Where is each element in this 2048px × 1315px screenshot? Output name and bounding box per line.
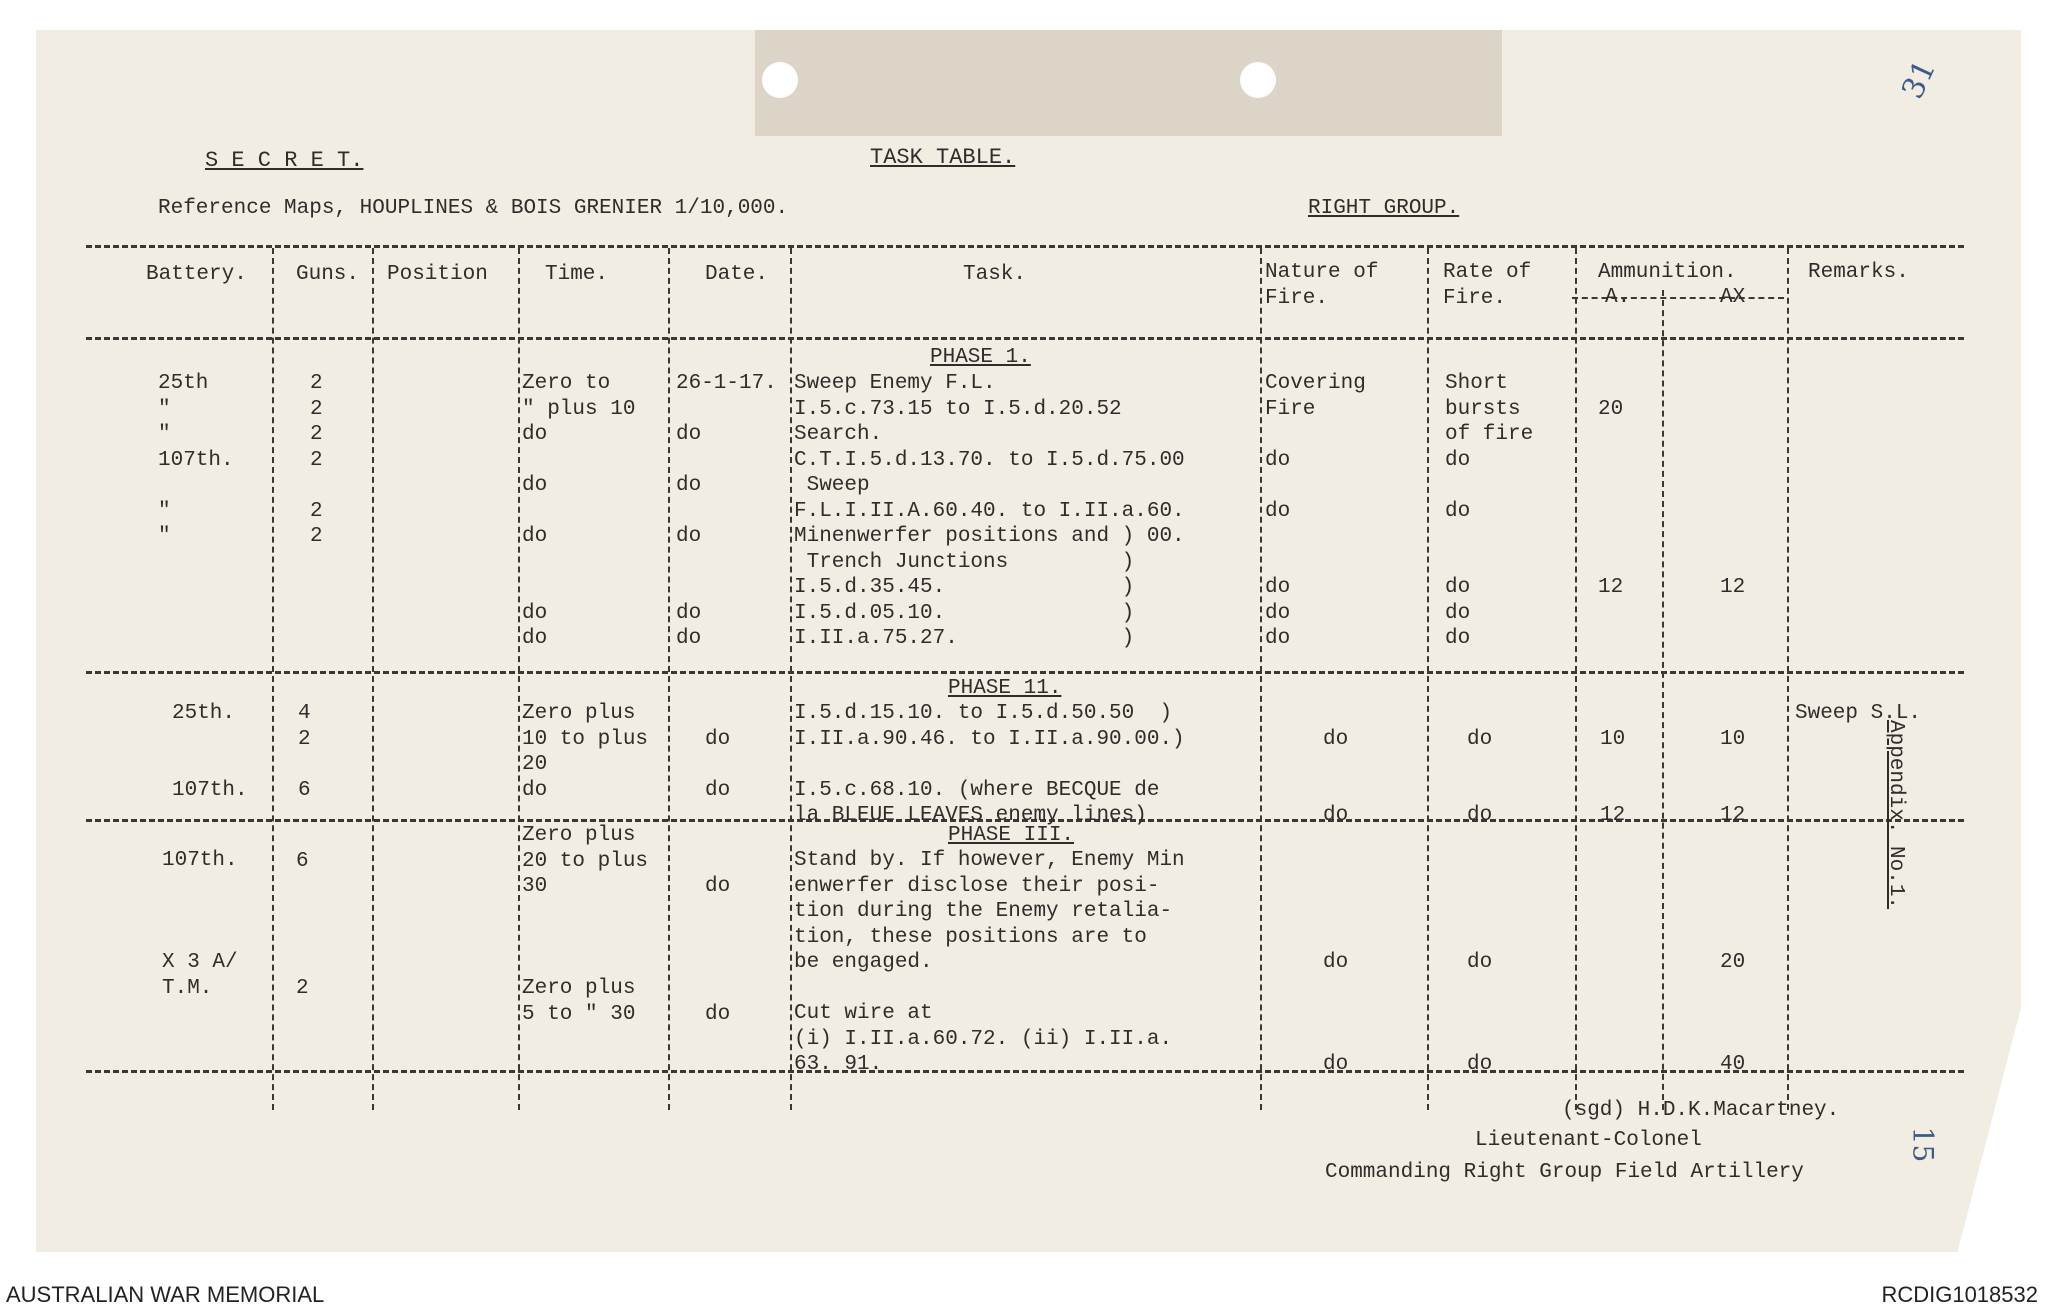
col-ammo-a: A. <box>1605 286 1631 309</box>
rate-cell: do do <box>1467 727 1493 827</box>
ammo-ax-cell: 10 12 <box>1720 727 1746 827</box>
phase-heading: PHASE 1. <box>930 346 1031 369</box>
nature-cell: do do <box>1323 951 1349 1076</box>
task-cell: Stand by. If however, Enemy Min enwerfer disclose their posi- tion during the Enemy retalia- tion, these positions are to be engaged. Cut wire at (i) I.II.a.60.72. (ii) I.II.a. 63. 91. <box>794 849 1185 1076</box>
phase-rule <box>86 671 1964 674</box>
ammo-ax-cell: 12 <box>1720 576 1746 599</box>
time-cell: Zero plus 10 to plus 20 do <box>522 702 649 802</box>
column-rule <box>1427 248 1429 1110</box>
date-cell: 26-1-17. do do do do do <box>676 372 777 650</box>
signature-name: (sgd) H.D.K.Macartney. <box>1562 1099 1840 1122</box>
ammo-a-cell: 10 12 <box>1600 727 1626 827</box>
col-rate: Rate of Fire. <box>1443 261 1532 310</box>
page-number: 31 <box>1895 54 1944 105</box>
col-remarks: Remarks. <box>1808 261 1909 284</box>
phase-heading: PHASE 11. <box>948 677 1062 700</box>
appendix-label: Appendix. No.1. <box>1884 720 1907 910</box>
guns-cell: 4 2 6 <box>298 702 311 802</box>
time-cell: Zero to " plus 10 do do do do do <box>522 372 636 650</box>
battery-cell: 25th " " 107th. " " <box>158 372 234 548</box>
paper-tab <box>755 30 1502 136</box>
punch-hole <box>1240 62 1276 98</box>
remarks-cell: Sweep S.L. <box>1795 702 1922 725</box>
guns-cell: 2 2 2 2 2 2 <box>310 372 323 548</box>
time-cell: Zero plus 20 to plus 30 Zero plus 5 to " 30 <box>522 824 649 1026</box>
nature-cell: do do <box>1323 727 1349 827</box>
group-name: RIGHT GROUP. <box>1308 197 1460 220</box>
battery-cell: 107th. X 3 A/ T.M. <box>162 849 238 1000</box>
secret-label: S E C R E T. <box>205 148 364 173</box>
task-cell: Sweep Enemy F.L. I.5.c.73.15 to I.5.d.20.52 Search. C.T.I.5.d.13.70. to I.5.d.75.00 Sweep F.L.I.II.A.60.40. to I.II.a.60. Minenwerfer positions and ) 00. Trench Junctions ) I.5.d.35.45. ) I.5.d.05.10. ) I.II.a.75.27. ) <box>794 372 1185 650</box>
ammo-ax-cell: 20 40 <box>1720 951 1746 1076</box>
col-ammo-ax: AX <box>1720 286 1746 309</box>
ammo-sub-rule <box>1572 297 1784 299</box>
column-rule <box>790 248 792 1110</box>
column-rule <box>1575 248 1577 1110</box>
col-time: Time. <box>545 263 609 286</box>
footer-source: AUSTRALIAN WAR MEMORIAL <box>6 1282 325 1307</box>
rate-cell: Short bursts of fire do do do do do <box>1445 372 1534 650</box>
date-cell: do do <box>705 727 731 802</box>
column-rule <box>1260 248 1262 1110</box>
ammo-a-cell: 20 12 <box>1598 397 1624 599</box>
header-rule <box>86 337 1964 340</box>
punch-hole <box>762 62 798 98</box>
column-rule <box>372 248 374 1110</box>
footer-id: RCDIG1018532 <box>1881 1282 2038 1307</box>
column-rule <box>518 248 520 1110</box>
col-date: Date. <box>705 263 769 286</box>
rate-cell: do do <box>1467 951 1493 1076</box>
column-rule <box>1787 248 1789 1110</box>
reference-maps: Reference Maps, HOUPLINES & BOIS GRENIER 1/10,000. <box>158 197 789 220</box>
guns-cell: 6 2 <box>296 849 309 1000</box>
side-page-number: 15 <box>1906 1126 1940 1163</box>
document-title: TASK TABLE. <box>870 145 1016 170</box>
col-task: Task. <box>963 263 1027 286</box>
date-cell: do do <box>705 875 731 1026</box>
column-rule <box>668 248 670 1110</box>
table-top-rule <box>86 245 1964 248</box>
column-rule <box>1662 290 1664 1110</box>
signature-command: Commanding Right Group Field Artillery <box>1325 1161 1804 1184</box>
battery-cell: 25th. 107th. <box>172 702 248 802</box>
col-position: Position <box>387 263 488 286</box>
signature-rank: Lieutenant-Colonel <box>1475 1129 1702 1152</box>
phase-heading: PHASE III. <box>948 824 1075 847</box>
col-nature: Nature of Fire. <box>1265 261 1379 310</box>
col-ammunition: Ammunition. <box>1598 261 1737 284</box>
column-rule <box>272 248 274 1110</box>
nature-cell: Covering Fire do do do do do <box>1265 372 1366 650</box>
col-battery: Battery. <box>146 263 247 286</box>
task-cell: I.5.d.15.10. to I.5.d.50.50 ) I.II.a.90.46. to I.II.a.90.00.) I.5.c.68.10. (where BECQUE de la BLEUE LEAVES enemy lines) <box>794 702 1185 827</box>
col-guns: Guns. <box>296 263 360 286</box>
